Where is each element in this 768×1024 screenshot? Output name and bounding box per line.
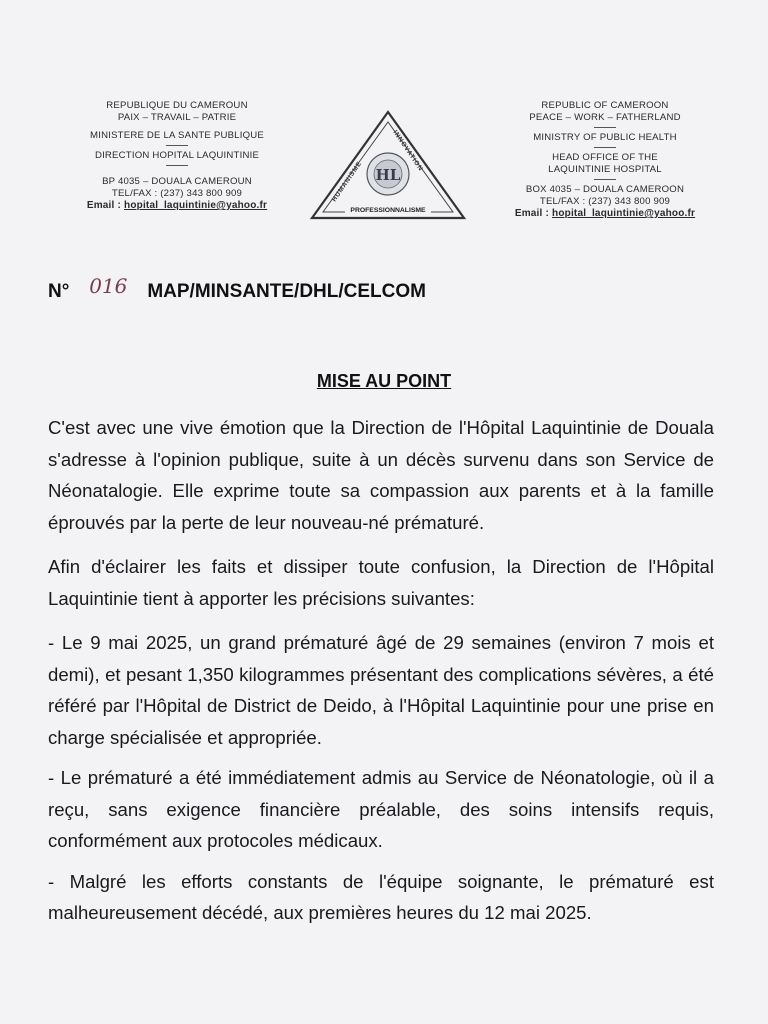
divider [166, 165, 188, 166]
motto-en: PEACE – WORK – FATHERLAND [529, 112, 681, 123]
motto-fr: PAIX – TRAVAIL – PATRIE [117, 112, 237, 123]
svg-text:HUMANISME [331, 160, 364, 203]
logo-monogram: HL [375, 166, 401, 184]
ministry-en: MINISTRY OF PUBLIC HEALTH [533, 132, 677, 143]
paragraph: Afin d'éclairer les faits et dissiper toute confusion, la Direction de l'Hôpital Laquintinie tient à apporter les précisions suivantes: [48, 556, 714, 609]
header-left-french [66, 100, 288, 212]
address-fr: BP 4035 – DOUALA CAMEROUN [102, 176, 252, 187]
email-line-en [494, 208, 716, 220]
handwritten-number: 016 [89, 274, 128, 298]
tel-fr: TEL/FAX : (237) 343 800 909 [111, 188, 243, 199]
email-line-fr [66, 200, 288, 212]
header-right-english [494, 100, 716, 220]
email-label: Email : [86, 200, 122, 211]
tel-en: TEL/FAX : (237) 343 800 909 [539, 196, 671, 207]
ministry-fr: MINISTERE DE LA SANTE PUBLIQUE [90, 130, 264, 141]
logo-bottom-text: PROFESSIONNALISME [350, 207, 426, 214]
divider [594, 147, 616, 148]
reference-suffix: MAP/MINSANTE/DHL/CELCOM [147, 281, 426, 302]
paragraph: - Malgré les efforts constants de l'équipe soignante, le prématuré est malheureusement décédé, aux premières heures du 12 mai 2025. [48, 870, 714, 923]
hospital-logo [309, 110, 467, 222]
document-title: MISE AU POINT [316, 371, 452, 391]
logo-left-text: HUMANISME [330, 160, 364, 204]
email-label: Email : [514, 208, 550, 219]
divider [166, 145, 188, 146]
reference-prefix: N° [48, 281, 70, 302]
direction-en-2: LAQUINTINIE HOSPITAL [548, 164, 662, 175]
divider [594, 179, 616, 180]
direction-en-1: HEAD OFFICE OF THE [552, 152, 658, 163]
logo-right-text: INNOVATION [391, 129, 425, 173]
paragraph: C'est avec une vive émotion que la Direction de l'Hôpital Laquintinie de Douala s'adresse à l'opinion publique, suite à un décès survenu dans son Service de Néonatalogie. Elle exprime toute sa compassion aux parents et à la famille éprouvés par la perte de leur nouveau-né prématuré. [48, 417, 714, 533]
country-name-en: REPUBLIC OF CAMEROON [541, 100, 669, 111]
document-body [48, 412, 714, 942]
email-address: hopital_laquintinie@yahoo.fr [124, 200, 268, 211]
reference-number [48, 274, 426, 303]
country-name-fr: REPUBLIQUE DU CAMEROUN [106, 100, 248, 111]
address-en: BOX 4035 – DOUALA CAMEROON [525, 184, 685, 195]
divider [594, 127, 616, 128]
direction-fr: DIRECTION HOPITAL LAQUINTINIE [94, 150, 260, 161]
paragraph: - Le 9 mai 2025, un grand prématuré âgé de 29 semaines (environ 7 mois et demi), et pesant 1,350 kilogrammes présentant des complications sévères, a été référé par l'Hôpital de District de Deido, à l'Hôpital Laquintinie pour une prise en charge spécialisée et appropriée. [48, 632, 714, 748]
paragraph: - Le prématuré a été immédiatement admis au Service de Néonatologie, où il a reçu, sans exigence financière préalable, des soins intensifs requis, conformément aux protocoles médicaux. [48, 767, 714, 851]
email-address: hopital_laquintinie@yahoo.fr [552, 208, 696, 219]
